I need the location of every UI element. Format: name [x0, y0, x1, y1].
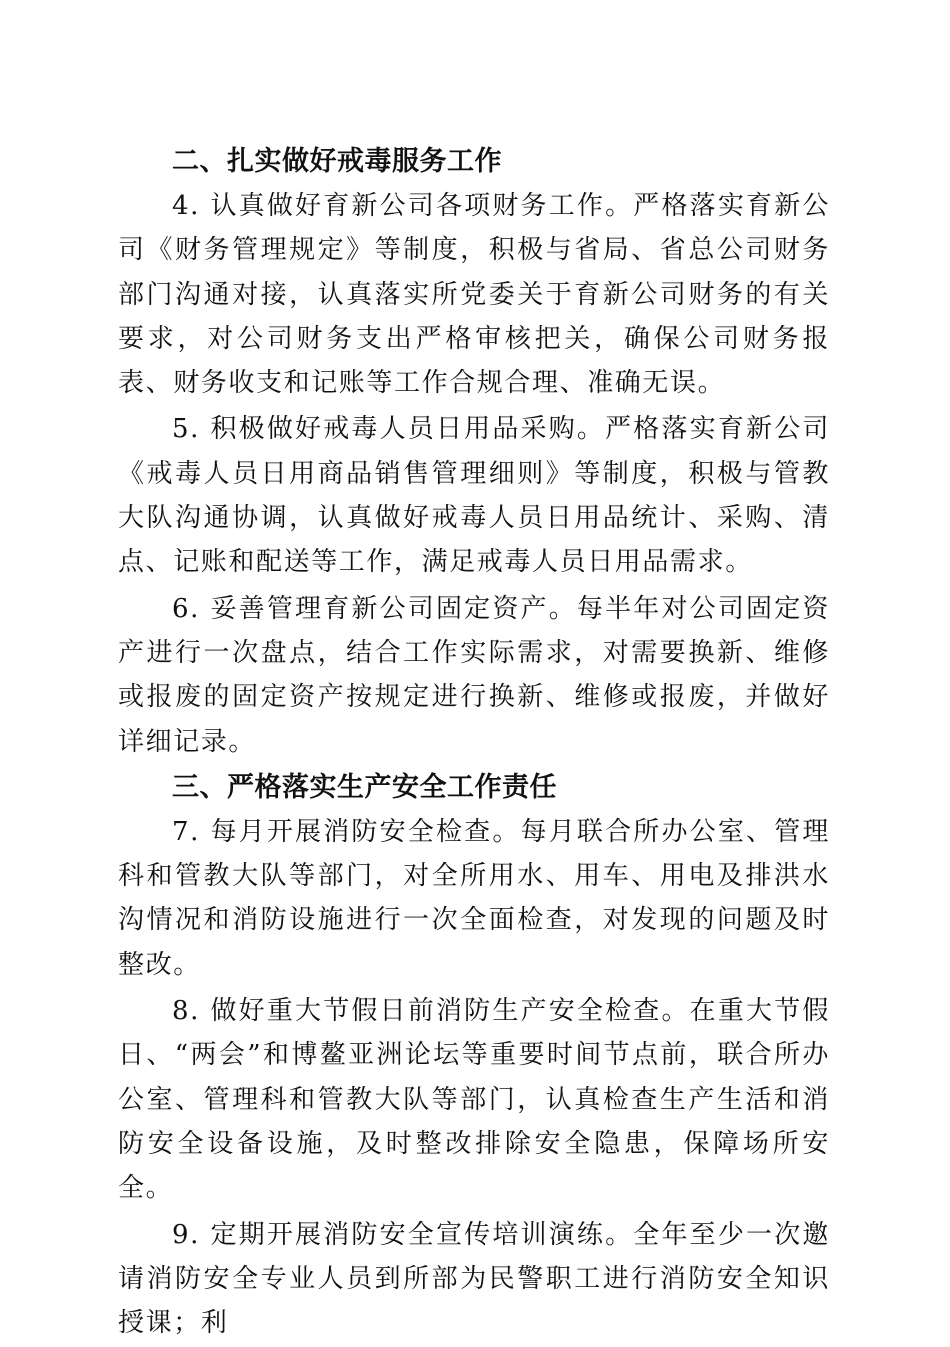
- document-body: [118, 140, 830, 1347]
- paragraph-item-9: 9. 定期开展消防安全宣传培训演练。全年至少一次邀请消防安全专业人员到所部为民警职工进行消防安全知识授课；利: [118, 1219, 830, 1339]
- paragraph-item-6: 6. 妥善管理育新公司固定资产。每半年对公司固定资产进行一次盘点，结合工作实际需求，对需要换新、维修或报废的固定资产按规定进行换新、维修或报废，并做好详细记录。: [118, 593, 830, 757]
- section-heading-safety: 三、严格落实生产安全工作责任: [172, 771, 557, 803]
- paragraph-item-8: 8. 做好重大节假日前消防生产安全检查。在重大节假日、“两会”和博鳌亚洲论坛等重要时间节点前，联合所办公室、管理科和管教大队等部门，认真检查生产生活和消防安全设备设施，及时整改排除安全隐患，保障场所安全。: [118, 996, 830, 1204]
- paragraph-item-5: 5. 积极做好戒毒人员日用品采购。严格落实育新公司《戒毒人员日用商品销售管理细则》等制度，积极与管教大队沟通协调，认真做好戒毒人员日用品统计、采购、清点、记账和配送等工作，满足戒毒人员日用品需求。: [118, 414, 830, 578]
- section-heading-service: 二、扎实做好戒毒服务工作: [172, 146, 502, 177]
- paragraph-item-4: 4. 认真做好育新公司各项财务工作。严格落实育新公司《财务管理规定》等制度，积极与省局、省总公司财务部门沟通对接，认真落实所党委关于育新公司财务的有关要求，对公司财务支出严格审核把关，确保公司财务报表、财务收支和记账等工作合规合理、准确无误。: [118, 191, 830, 399]
- paragraph-item-7: 7. 每月开展消防安全检查。每月联合所办公室、管理科和管教大队等部门，对全所用水、用车、用电及排洪水沟情况和消防设施进行一次全面检查，对发现的问题及时整改。: [118, 816, 830, 980]
